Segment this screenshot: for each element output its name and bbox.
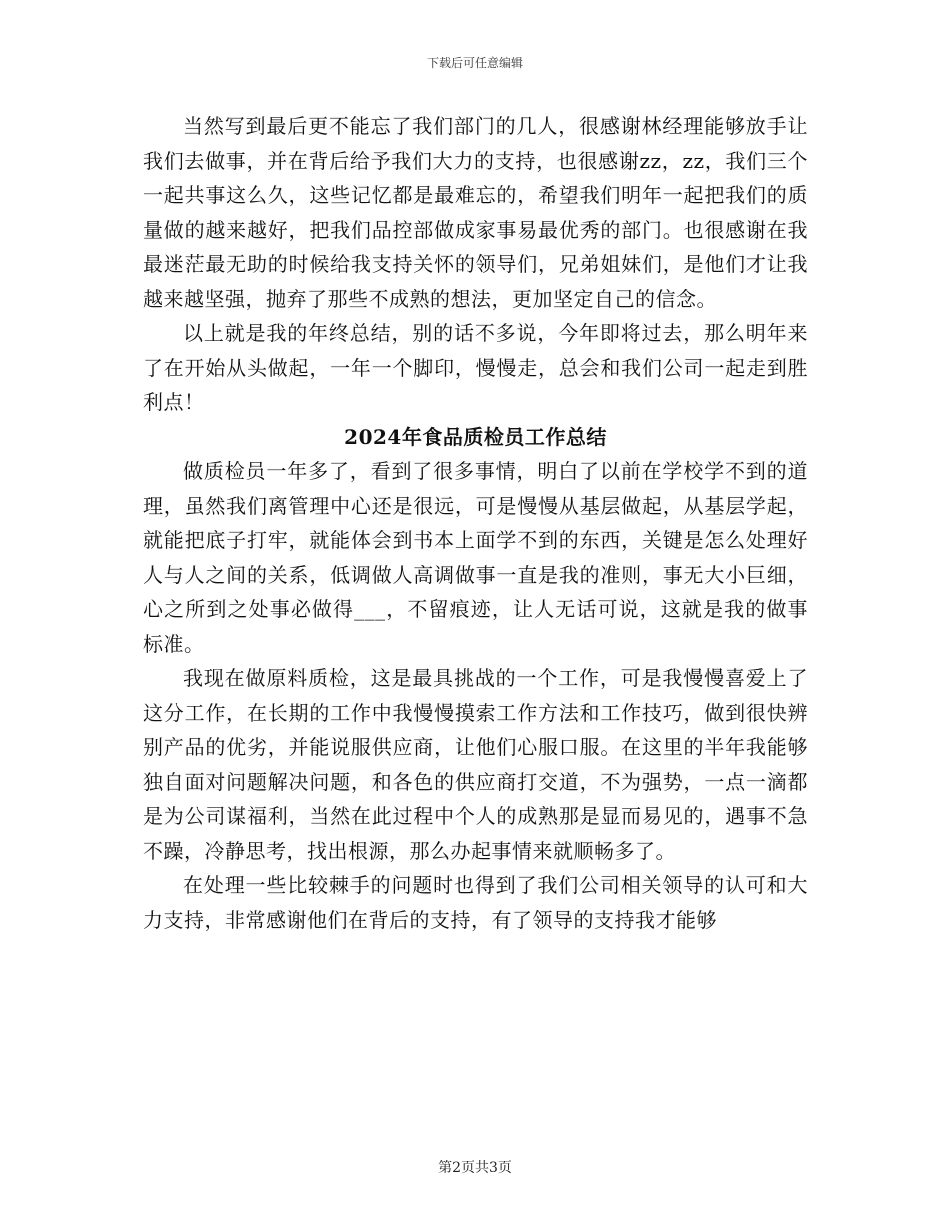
page-indicator: 第2页共3页 [438, 1160, 512, 1176]
header-note: 下载后可任意编辑 [426, 56, 523, 70]
paragraph: 我现在做原料质检，这是最具挑战的一个工作，可是我慢慢喜爱上了这分工作，在长期的工作中我慢慢摸索工作方法和工作技巧，做到很快辨别产品的优劣，并能说服供应商，让他们心服口服。在这里的半年我能够独自面对问题解决问题，和各色的供应商打交道，不为强势，一点一滴都是为公司谋福利，当然在此过程中个人的成熟那是显而易见的，遇事不急不躁，冷静思考，找出根源，那么办起事情来就顺畅多了。 [143, 666, 808, 863]
paragraph: 以上就是我的年终总结，别的话不多说，今年即将过去，那么明年来了在开始从头做起，一年一个脚印，慢慢走，总会和我们公司一起走到胜利点！ [143, 321, 808, 414]
paragraph: 在处理一些比较棘手的问题时也得到了我们公司相关领导的认可和大力支持，非常感谢他们在背后的支持，有了领导的支持我才能够 [143, 873, 808, 932]
document-title: 2024年食品质检员工作总结 [344, 424, 607, 449]
document-body [143, 109, 808, 937]
paragraph: 做质检员一年多了，看到了很多事情，明白了以前在学校学不到的道理，虽然我们离管理中心还是很远，可是慢慢从基层做起，从基层学起，就能把底子打牢，就能体会到书本上面学不到的东西，关键是怎么处理好人与人之间的关系，低调做人高调做事一直是我的准则，事无大小巨细，心之所到之处事必做得___，不留痕迹，让人无话可说，这就是我的做事标准。 [143, 459, 808, 656]
paragraph: 当然写到最后更不能忘了我们部门的几人，很感谢林经理能够放手让我们去做事，并在背后给予我们大力的支持，也很感谢zz，zz，我们三个一起共事这么久，这些记忆都是最难忘的，希望我们明年一起把我们的质量做的越来越好，把我们品控部做成家事易最优秀的部门。也很感谢在我最迷茫最无助的时候给我支持关怀的领导们，兄弟姐妹们，是他们才让我越来越坚强，抛弃了那些不成熟的想法，更加坚定自己的信念。 [143, 114, 808, 311]
